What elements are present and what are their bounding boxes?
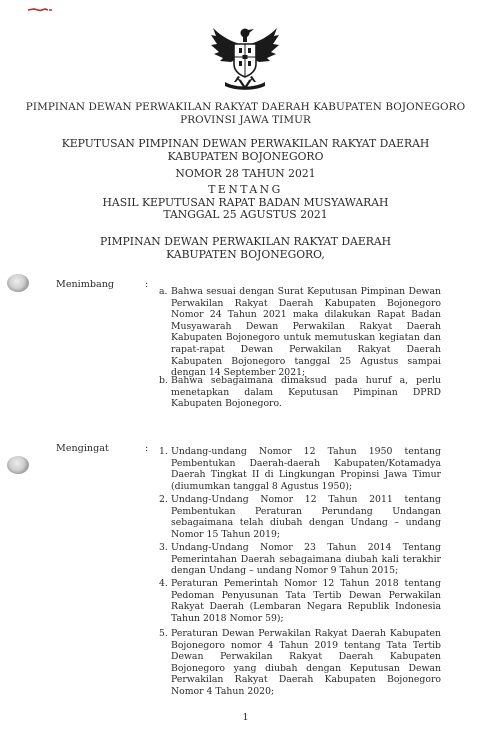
item-text: Peraturan Pemerintah Nomor 12 Tahun 2018 tentang Pedoman Penyusunan Tata Tertib Dewan Perwakilan Rakyat Daerah (Lembaran Negara Republik Indonesia Tahun 2018 Nomor 59); bbox=[171, 578, 441, 624]
page-number: 1 bbox=[242, 712, 249, 723]
mengingat-label: Mengingat bbox=[56, 443, 109, 454]
tentang-heading: TENTANG bbox=[208, 183, 283, 196]
subject-line1: HASIL KEPUTUSAN RAPAT BADAN MUSYAWARAH bbox=[102, 195, 389, 209]
menimbang-label: Menimbang bbox=[56, 279, 115, 290]
menimbang-item-a bbox=[159, 286, 441, 379]
letterhead-province: PROVINSI JAWA TIMUR bbox=[180, 113, 311, 126]
item-marker: 5. bbox=[159, 628, 168, 639]
punch-hole-bottom bbox=[7, 456, 29, 474]
decree-title bbox=[0, 138, 491, 163]
item-text: Bahwa sesuai dengan Surat Keputusan Pimpinan Dewan Perwakilan Rakyat Daerah Kabupaten Bojonegoro Nomor 24 Tahun 2021 maka dilakukan Rapat Badan Musyawarah Dewan Perwakilan Rakyat Daerah Kabupaten Bojonegoro untuk memutuskan kegiatan dan rapat-rapat Dewan Perwakilan Rakyat Daerah Kabupaten Bojonegoro tanggal 25 Agustus sampai dengan 14 September 2021; bbox=[171, 286, 441, 379]
decree-title-line2: KABUPATEN BOJONEGORO bbox=[167, 149, 324, 163]
issuer-block bbox=[0, 236, 491, 261]
mengingat-item-5 bbox=[159, 628, 441, 698]
item-marker: b. bbox=[159, 375, 168, 386]
mengingat-item-3 bbox=[159, 542, 441, 577]
item-marker: 2. bbox=[159, 494, 168, 505]
menimbang-item-b bbox=[159, 375, 441, 410]
subject-line2: TANGGAL 25 AGUSTUS 2021 bbox=[163, 208, 328, 221]
mengingat-colon: : bbox=[145, 443, 149, 454]
decree-subject bbox=[0, 184, 491, 222]
mengingat-item-4 bbox=[159, 578, 441, 624]
decree-number: NOMOR 28 TAHUN 2021 bbox=[175, 167, 316, 180]
item-text: Undang-undang Nomor 12 Tahun 1950 tentang Pembentukan Daerah-daerah Kabupaten/Kotamadya Daerah Tingkat II di Lingkungan Propinsi Jawa Timur (diumumkan tanggal 8 Agustus 1950); bbox=[171, 446, 441, 492]
item-text: Peraturan Dewan Perwakilan Rakyat Daerah Kabupaten Bojonegoro nomor 4 Tahun 2019 tentang Tata Tertib Dewan Perwakilan Rakyat Daerah Kabupaten Bojonegoro yang diubah dengan Keputusan Dewan Perwakilan Rakyat Daerah Kabupaten Bojonegoro Nomor 4 Tahun 2020; bbox=[171, 628, 441, 697]
letterhead bbox=[0, 101, 491, 126]
punch-hole-top bbox=[7, 274, 29, 292]
issuer-line1: PIMPINAN DEWAN PERWAKILAN RAKYAT DAERAH bbox=[99, 235, 392, 248]
corner-scribble-mark bbox=[28, 8, 52, 12]
item-marker: 1. bbox=[159, 446, 168, 457]
issuer-line2: KABUPATEN BOJONEGORO, bbox=[166, 247, 325, 261]
letterhead-institution: PIMPINAN DEWAN PERWAKILAN RAKYAT DAERAH KABUPATEN BOJONEGORO bbox=[25, 101, 466, 113]
item-text: Undang-Undang Nomor 23 Tahun 2014 Tentang Pemerintahan Daerah sebagaimana diubah kali terakhir dengan Undang – undang Nomor 9 Tahun 2015; bbox=[171, 542, 441, 577]
item-marker: 4. bbox=[159, 578, 168, 589]
item-text: Undang-Undang Nomor 12 Tahun 2011 tentang Pembentukan Peraturan Perundang Undangan sebagaimana telah diubah dengan Undang – undang Nomor 15 Tahun 2019; bbox=[171, 494, 441, 540]
mengingat-item-1 bbox=[159, 446, 441, 492]
item-marker: a. bbox=[159, 286, 168, 297]
garuda-emblem-icon bbox=[205, 24, 285, 96]
decree-title-line1: KEPUTUSAN PIMPINAN DEWAN PERWAKILAN RAKYAT DAERAH bbox=[61, 137, 430, 150]
item-marker: 3. bbox=[159, 542, 168, 553]
mengingat-item-2 bbox=[159, 494, 441, 540]
item-text: Bahwa sebagaimana dimaksud pada huruf a, perlu menetapkan dalam Keputusan Pimpinan DPRD Kabupaten Bojonegoro. bbox=[171, 375, 441, 410]
menimbang-colon: : bbox=[145, 279, 149, 290]
